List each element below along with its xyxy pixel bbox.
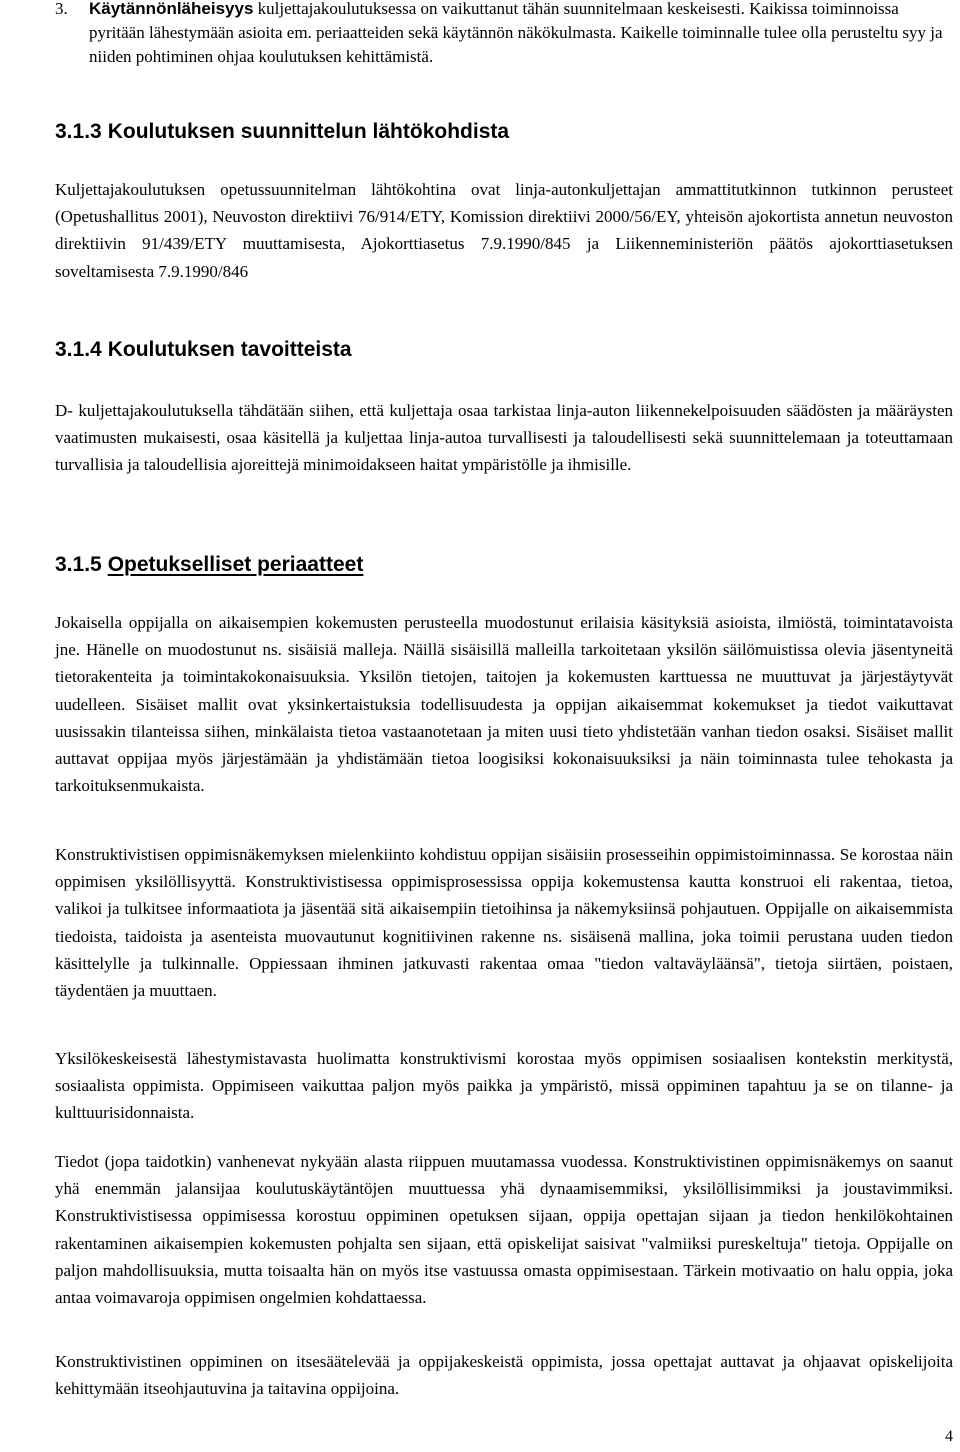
page-number: 4 xyxy=(945,1428,953,1445)
paragraph: Jokaisella oppijalla on aikaisempien kokemusten perusteella muodostunut erilaisia käsityksiä asioista, ilmiöstä, toimintatavoista jne. Hänelle on muodostunut ns. sisäisiä malleja. Näillä sisäisillä malleilla tarkoitetaan yksilön säilömuistissa olevia jäsentyneitä tietorakenteita ja toimintakokonaisuuksia. Yksilön tietojen, taitojen ja kokemusten karttuessa ne muuttuvat ja järjestäytyvät uudelleen. Sisäiset mallit ovat yksinkertaistuksia todellisuudesta ja oppijan aikaisemmat kokemukset ja tiedot vaikuttavat uusissakin tilanteissa siihen, minkälaista tietoa vastaanotetaan ja miten uusi tieto yhdistetään vanhan tiedon osaksi. Sisäiset mallit auttavat oppijaa myös järjestämään ja yhdistämään tietoa loogisiksi kokonaisuuksiksi ja näin toiminnasta tulee tehokasta ja tarkoituksenmukaista. xyxy=(55,613,953,796)
list-item-text xyxy=(89,0,955,69)
section-heading-3-1-3 xyxy=(55,119,509,145)
section-number: 3.1.3 xyxy=(55,120,102,143)
section-title: Opetukselliset periaatteet xyxy=(107,553,364,576)
list-item-number: 3. xyxy=(55,0,68,18)
numbered-list-item xyxy=(55,0,955,69)
section-heading-3-1-5 xyxy=(55,552,363,578)
section-title: Koulutuksen tavoitteista xyxy=(107,338,352,361)
section-heading-3-1-4 xyxy=(55,337,352,363)
list-item-bold-label: Käytännönläheisyys xyxy=(89,0,254,18)
paragraph: Konstruktivistisen oppimisnäkemyksen mielenkiinto kohdistuu oppijan sisäisiin prosesseihin oppimistoiminnassa. Se korostaa näin oppimisen yksilöllisyyttä. Konstruktivistisessa oppimisprosessissa oppija kokemustensa kautta konstruoi eli rakentaa, tietoa, valikoi ja tulkitsee informaatiota ja jäsentää sitä aikaisempiin tietoihinsa ja näkemyksiinsä pohjautuen. Oppijalle on aikaisemmista tiedoista, taidoista ja asenteista muovautunut kognitiivinen rakenne ns. sisäisenä mallina, joka toimii perustana uuden tiedon käsittelylle ja tulkinnalle. Oppiessaan ihminen jatkuvasti rakentaa omaa "tiedon valtaväyläänsä", tietoja siirtäen, poistaen, täydentäen ja muuttaen. xyxy=(55,845,953,1001)
section-number: 3.1.4 xyxy=(55,338,102,361)
paragraph: D- kuljettajakoulutuksella tähdätään siihen, että kuljettaja osaa tarkistaa linja-auton liikennekelpoisuuden säädösten ja määräysten vaatimusten mukaisesti, osaa käsitellä ja kuljettaa linja-autoa turvallisesti ja taloudellisesti sekä suunnittelemaan ja toteuttamaan turvallisia ja taloudellisia ajoreittejä minimoidakseen haitat ympäristölle ja ihmisille. xyxy=(55,401,953,475)
paragraph: Kuljettajakoulutuksen opetussuunnitelman lähtökohtina ovat linja-autonkuljettajan ammattitutkinnon tutkinnon perusteet (Opetushallitus 2001), Neuvoston direktiivi 76/914/ETY, Komission direktiivi 2000/56/EY, yhteisön ajokortista annetun neuvoston direktiivin 91/439/ETY muuttamisesta, Ajokorttiasetus 7.9.1990/845 ja Liikenneministeriön päätös ajokorttiasetuksen soveltamisesta 7.9.1990/846 xyxy=(55,180,953,281)
section-number: 3.1.5 xyxy=(55,553,102,576)
paragraph: Konstruktivistinen oppiminen on itsesäätelevää ja oppijakeskeistä oppimista, jossa opettajat auttavat ja ohjaavat opiskelijoita kehittymään itseohjautuvina ja taitavina oppijoina. xyxy=(55,1352,953,1399)
list-item-body: kuljettajakoulutuksessa on vaikuttanut tähän suunnitelmaan keskeisesti. Kaikissa toiminnoissa pyritään lähestymään asioita em. periaatteiden sekä käytännön näkökulmasta. Kaikelle toiminnalle tulee olla perusteltu syy ja niiden pohtiminen ohjaa koulutuksen kehittämistä. xyxy=(89,0,943,66)
section-title: Koulutuksen suunnittelun lähtökohdista xyxy=(107,120,510,143)
paragraph: Yksilökeskeisestä lähestymistavasta huolimatta konstruktivismi korostaa myös oppimisen sosiaalisen kontekstin merkitystä, sosiaalista oppimista. Oppimiseen vaikuttaa paljon myös paikka ja ympäristö, missä oppiminen tapahtuu ja se on tilanne- ja kulttuurisidonnaista. xyxy=(55,1049,953,1123)
paragraph: Tiedot (jopa taidotkin) vanhenevat nykyään alasta riippuen muutamassa vuodessa. Konstruktivistinen oppimisnäkemys on saanut yhä enemmän jalansijaa koulutuskäytäntöjen muuttuessa yhä dynaamisemmiksi, yksilöllisimmiksi ja joustavimmiksi. Konstruktivistisessa oppimisessa korostuu oppiminen opetuksen sijaan, oppija opettajan sijaan ja tiedon henkilökohtainen rakentaminen aikaisempien kokemusten pohjalta sen sijaan, että opiskelijat saisivat "valmiiksi pureskeltuja" tietoja. Oppijalle on paljon mahdollisuuksia, mutta toisaalta hän on myös itse vastuussa omasta oppimisestaan. Tärkein motivaatio on halu oppia, joka antaa voimavaroja oppimisen ongelmien kohdattaessa. xyxy=(55,1152,953,1308)
